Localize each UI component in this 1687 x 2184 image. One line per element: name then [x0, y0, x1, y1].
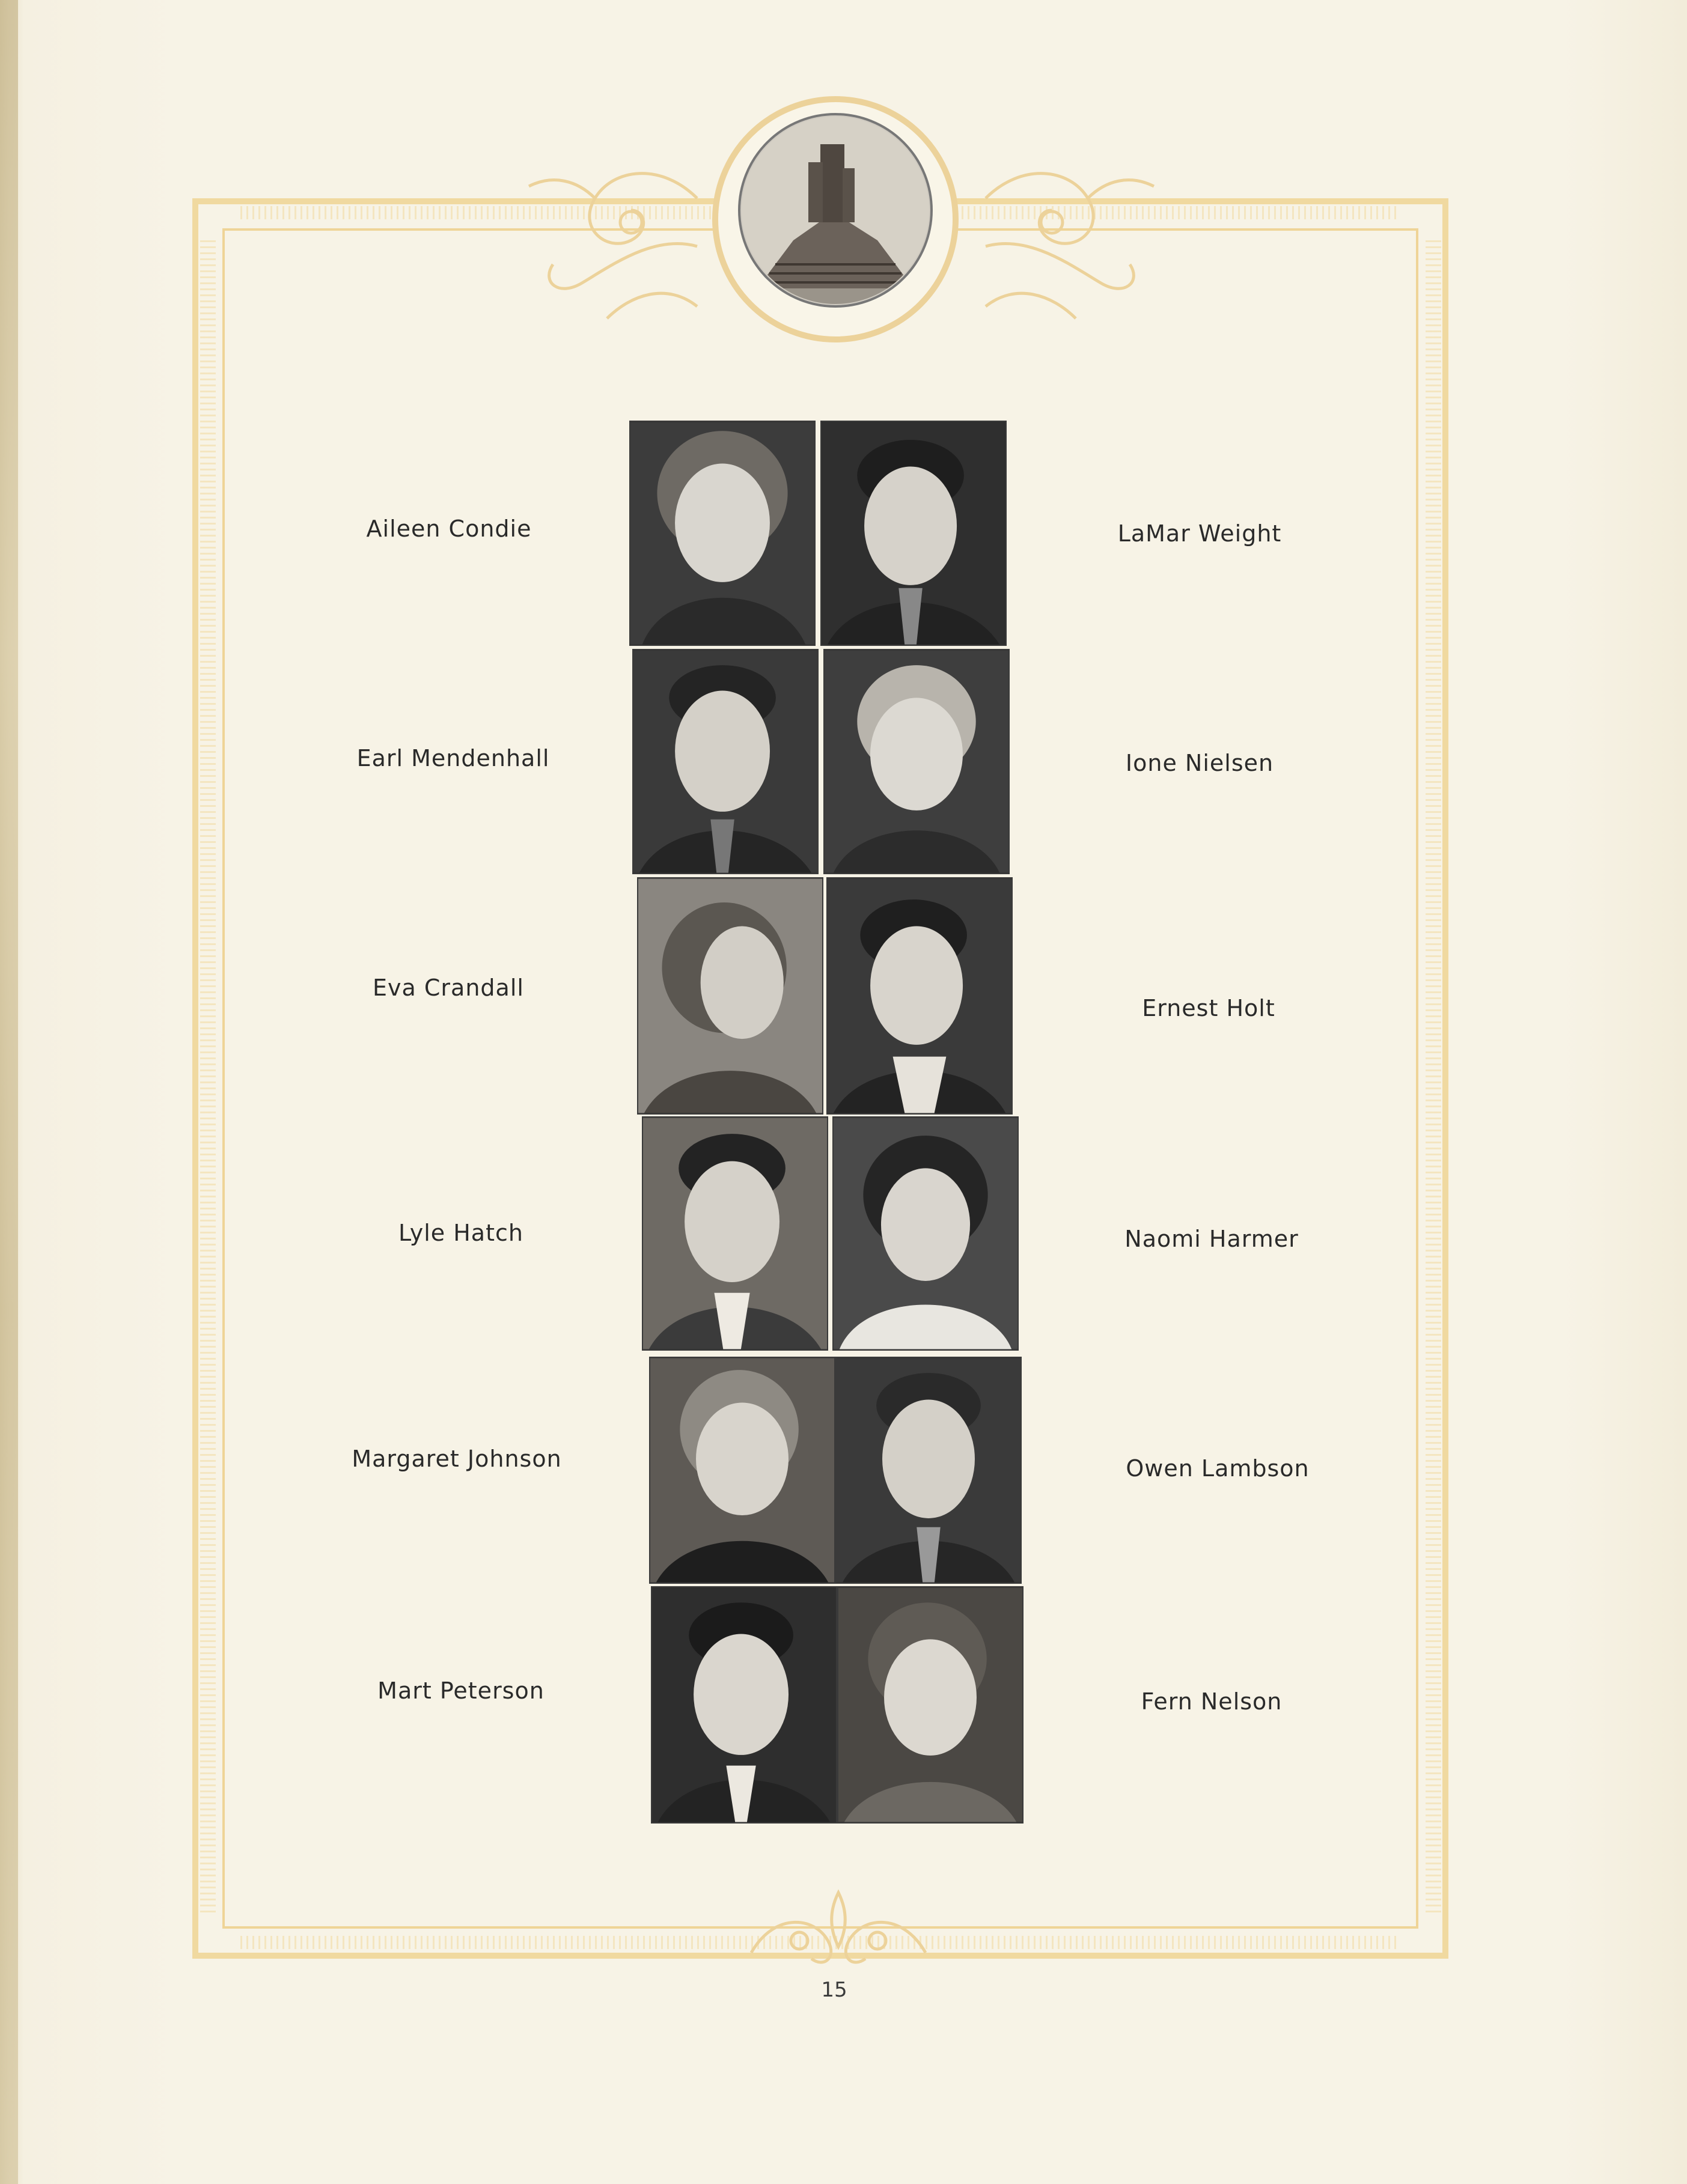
- name-right-2: Ione Nielsen: [1125, 750, 1274, 776]
- portrait-mart-peterson: [651, 1586, 837, 1824]
- portrait-eva-crandall: [637, 877, 823, 1115]
- name-left-3: Eva Crandall: [373, 975, 524, 1001]
- name-right-6: Fern Nelson: [1141, 1688, 1283, 1715]
- name-right-5: Owen Lambson: [1126, 1455, 1310, 1482]
- name-right-3: Ernest Holt: [1142, 995, 1275, 1021]
- name-left-5: Margaret Johnson: [352, 1446, 562, 1472]
- name-right-4: Naomi Harmer: [1124, 1226, 1299, 1252]
- portrait-earl-mendenhall: [632, 649, 819, 874]
- page-number: 15: [821, 1978, 847, 2002]
- portrait-ernest-holt: [826, 877, 1013, 1115]
- portrait-lyle-hatch: [642, 1116, 828, 1351]
- name-left-4: Lyle Hatch: [398, 1220, 523, 1246]
- portrait-aileen-condie: [629, 421, 816, 646]
- name-right-1: LaMar Weight: [1117, 520, 1282, 547]
- portrait-lamar-weight: [820, 421, 1007, 646]
- portrait-owen-lambson: [835, 1357, 1022, 1584]
- portrait-naomi-harmer: [832, 1116, 1019, 1351]
- name-left-6: Mart Peterson: [377, 1678, 545, 1704]
- portrait-fern-nelson: [837, 1586, 1023, 1824]
- portrait-ione-nielsen: [823, 649, 1010, 874]
- name-left-1: Aileen Condie: [366, 516, 532, 542]
- portrait-margaret-johnson: [649, 1357, 835, 1584]
- name-left-2: Earl Mendenhall: [356, 745, 550, 771]
